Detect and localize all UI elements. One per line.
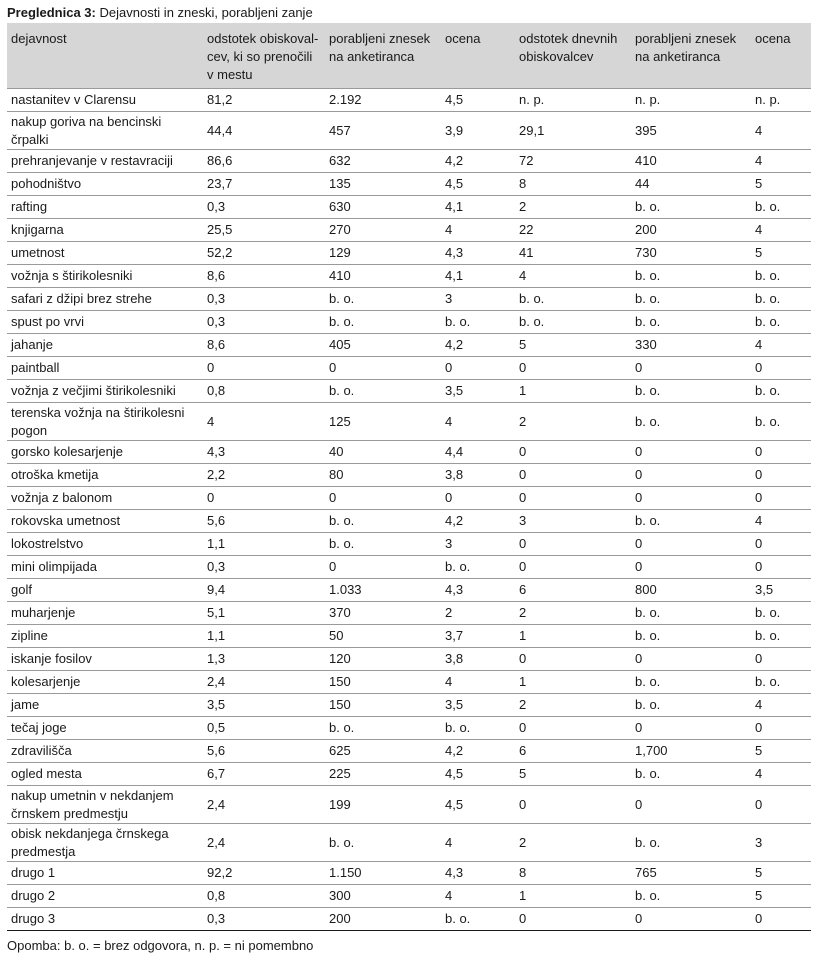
value-cell: 4,3 — [441, 862, 515, 885]
table-row — [7, 357, 811, 380]
value-cell: b. o. — [631, 824, 751, 862]
value-cell: b. o. — [751, 288, 811, 311]
activity-cell: drugo 3 — [7, 908, 203, 931]
value-cell: b. o. — [325, 717, 441, 740]
table-caption — [7, 3, 811, 23]
value-cell: 0 — [631, 441, 751, 464]
value-cell: 135 — [325, 173, 441, 196]
value-cell: 8 — [515, 173, 631, 196]
activity-cell: iskanje fosilov — [7, 648, 203, 671]
value-cell: 1,3 — [203, 648, 325, 671]
value-cell: 0 — [631, 717, 751, 740]
value-cell: 44 — [631, 173, 751, 196]
value-cell: 2 — [515, 196, 631, 219]
value-cell: 4 — [515, 265, 631, 288]
table-row — [7, 786, 811, 824]
value-cell: 0,8 — [203, 885, 325, 908]
table-row — [7, 533, 811, 556]
activity-cell: rokovska umetnost — [7, 510, 203, 533]
value-cell: 86,6 — [203, 150, 325, 173]
value-cell: 22 — [515, 219, 631, 242]
value-cell: 0 — [515, 908, 631, 931]
table-row — [7, 242, 811, 265]
value-cell: 0 — [631, 464, 751, 487]
value-cell: 0 — [751, 717, 811, 740]
activity-cell: lokostrelstvo — [7, 533, 203, 556]
value-cell: b. o. — [515, 311, 631, 334]
table-row — [7, 602, 811, 625]
value-cell: 29,1 — [515, 112, 631, 150]
activity-cell: golf — [7, 579, 203, 602]
value-cell: 395 — [631, 112, 751, 150]
value-cell: 5 — [751, 885, 811, 908]
table-footnote: Opomba: b. o. = brez odgovora, n. p. = ni pomembno — [7, 938, 314, 953]
activity-cell: zipline — [7, 625, 203, 648]
value-cell: 5,6 — [203, 740, 325, 763]
activity-cell: jame — [7, 694, 203, 717]
value-cell: 5,6 — [203, 510, 325, 533]
table-row — [7, 671, 811, 694]
column-header-overnight-share: odstotek obiskoval-cev, ki so prenočili v mestu — [203, 23, 325, 89]
value-cell: 3,5 — [203, 694, 325, 717]
value-cell: 25,5 — [203, 219, 325, 242]
value-cell: b. o. — [631, 288, 751, 311]
value-cell: b. o. — [631, 510, 751, 533]
table-row — [7, 173, 811, 196]
table-row — [7, 219, 811, 242]
value-cell: 0 — [631, 556, 751, 579]
table-row — [7, 556, 811, 579]
value-cell: b. o. — [631, 625, 751, 648]
value-cell: 4,3 — [203, 441, 325, 464]
value-cell: b. o. — [751, 380, 811, 403]
value-cell: b. o. — [631, 694, 751, 717]
table-header — [7, 23, 811, 89]
table-row — [7, 763, 811, 786]
value-cell: 8,6 — [203, 334, 325, 357]
value-cell: 1 — [515, 885, 631, 908]
value-cell: 0 — [325, 357, 441, 380]
value-cell: b. o. — [631, 311, 751, 334]
activity-cell: drugo 1 — [7, 862, 203, 885]
value-cell: 0 — [751, 908, 811, 931]
table-row — [7, 288, 811, 311]
table-row — [7, 380, 811, 403]
value-cell: 0,3 — [203, 908, 325, 931]
value-cell: b. o. — [751, 265, 811, 288]
value-cell: 4,5 — [441, 763, 515, 786]
value-cell: b. o. — [631, 763, 751, 786]
value-cell: 50 — [325, 625, 441, 648]
value-cell: 4,4 — [441, 441, 515, 464]
value-cell: 150 — [325, 694, 441, 717]
value-cell: 0 — [515, 441, 631, 464]
table-row — [7, 885, 811, 908]
activity-cell: vožnja s štirikolesniki — [7, 265, 203, 288]
value-cell: b. o. — [631, 671, 751, 694]
value-cell: 5 — [515, 763, 631, 786]
activity-cell: muharjenje — [7, 602, 203, 625]
table-row — [7, 334, 811, 357]
value-cell: 3 — [441, 288, 515, 311]
value-cell: 3,8 — [441, 648, 515, 671]
table-figure — [7, 3, 811, 954]
table-row — [7, 487, 811, 510]
table-row — [7, 862, 811, 885]
value-cell: b. o. — [751, 625, 811, 648]
value-cell: 4,5 — [441, 173, 515, 196]
value-cell: 0 — [515, 556, 631, 579]
activity-cell: obisk nekdanjega črnskega predmestja — [7, 824, 203, 862]
value-cell: 52,2 — [203, 242, 325, 265]
value-cell: 2,4 — [203, 671, 325, 694]
value-cell: 5 — [751, 173, 811, 196]
value-cell: 0 — [751, 648, 811, 671]
value-cell: 225 — [325, 763, 441, 786]
value-cell: 4,3 — [441, 242, 515, 265]
value-cell: 1,1 — [203, 533, 325, 556]
value-cell: 730 — [631, 242, 751, 265]
value-cell: 1,1 — [203, 625, 325, 648]
value-cell: 199 — [325, 786, 441, 824]
value-cell: b. o. — [325, 380, 441, 403]
value-cell: 1 — [515, 625, 631, 648]
value-cell: b. o. — [751, 403, 811, 441]
value-cell: 4,3 — [441, 579, 515, 602]
value-cell: 0 — [631, 786, 751, 824]
column-header-overnight-rating: ocena — [441, 23, 515, 89]
value-cell: 2,4 — [203, 824, 325, 862]
value-cell: 9,4 — [203, 579, 325, 602]
value-cell: 0 — [751, 357, 811, 380]
value-cell: 80 — [325, 464, 441, 487]
table-row — [7, 717, 811, 740]
column-header-day-rating: ocena — [751, 23, 811, 89]
table-row — [7, 441, 811, 464]
value-cell: 0 — [515, 786, 631, 824]
value-cell: 1 — [515, 380, 631, 403]
value-cell: 1.150 — [325, 862, 441, 885]
activity-cell: terenska vožnja na štirikolesni pogon — [7, 403, 203, 441]
value-cell: 5 — [751, 740, 811, 763]
value-cell: 3,8 — [441, 464, 515, 487]
value-cell: 3,5 — [751, 579, 811, 602]
value-cell: 300 — [325, 885, 441, 908]
activity-cell: knjigarna — [7, 219, 203, 242]
value-cell: 270 — [325, 219, 441, 242]
activities-table — [7, 23, 811, 931]
value-cell: 3,9 — [441, 112, 515, 150]
table-row — [7, 908, 811, 931]
value-cell: 3 — [751, 824, 811, 862]
value-cell: b. o. — [325, 533, 441, 556]
value-cell: 200 — [631, 219, 751, 242]
value-cell: 0,3 — [203, 288, 325, 311]
value-cell: 1,700 — [631, 740, 751, 763]
value-cell: 800 — [631, 579, 751, 602]
value-cell: 0 — [325, 556, 441, 579]
value-cell: 6,7 — [203, 763, 325, 786]
value-cell: 2,2 — [203, 464, 325, 487]
value-cell: 200 — [325, 908, 441, 931]
value-cell: 0 — [631, 357, 751, 380]
value-cell: 0,3 — [203, 196, 325, 219]
value-cell: 2 — [515, 403, 631, 441]
value-cell: 2.192 — [325, 89, 441, 112]
activity-cell: otroška kmetija — [7, 464, 203, 487]
value-cell: 0 — [751, 464, 811, 487]
table-row — [7, 112, 811, 150]
value-cell: b. o. — [751, 196, 811, 219]
value-cell: b. o. — [751, 671, 811, 694]
activity-cell: umetnost — [7, 242, 203, 265]
value-cell: 0 — [515, 487, 631, 510]
value-cell: 0 — [751, 487, 811, 510]
header-row — [7, 23, 811, 89]
value-cell: 1 — [515, 671, 631, 694]
value-cell: b. o. — [631, 380, 751, 403]
activity-cell: zdravilišča — [7, 740, 203, 763]
value-cell: 0,5 — [203, 717, 325, 740]
activity-cell: nakup goriva na bencinski črpalki — [7, 112, 203, 150]
value-cell: 5,1 — [203, 602, 325, 625]
value-cell: b. o. — [751, 602, 811, 625]
value-cell: 4 — [441, 219, 515, 242]
value-cell: 72 — [515, 150, 631, 173]
value-cell: 0 — [631, 648, 751, 671]
value-cell: 4 — [441, 824, 515, 862]
value-cell: 0 — [631, 908, 751, 931]
value-cell: 8 — [515, 862, 631, 885]
value-cell: 4,5 — [441, 89, 515, 112]
value-cell: 3,7 — [441, 625, 515, 648]
value-cell: 41 — [515, 242, 631, 265]
value-cell: n. p. — [515, 89, 631, 112]
activity-cell: ogled mesta — [7, 763, 203, 786]
value-cell: 405 — [325, 334, 441, 357]
activity-cell: spust po vrvi — [7, 311, 203, 334]
value-cell: 4 — [751, 763, 811, 786]
activity-cell: jahanje — [7, 334, 203, 357]
value-cell: 0 — [751, 786, 811, 824]
value-cell: b. o. — [441, 908, 515, 931]
table-row — [7, 89, 811, 112]
table-row — [7, 403, 811, 441]
activity-cell: pohodništvo — [7, 173, 203, 196]
value-cell: 40 — [325, 441, 441, 464]
value-cell: 4 — [441, 885, 515, 908]
value-cell: 4 — [751, 219, 811, 242]
column-header-day-share: odstotek dnevnih obiskovalcev — [515, 23, 631, 89]
value-cell: b. o. — [631, 196, 751, 219]
value-cell: 410 — [631, 150, 751, 173]
value-cell: 0 — [515, 648, 631, 671]
value-cell: 0 — [631, 487, 751, 510]
activity-cell: vožnja z večjimi štirikolesniki — [7, 380, 203, 403]
value-cell: b. o. — [441, 556, 515, 579]
value-cell: 0 — [441, 487, 515, 510]
value-cell: 0 — [203, 487, 325, 510]
value-cell: 4 — [751, 510, 811, 533]
value-cell: 765 — [631, 862, 751, 885]
value-cell: 8,6 — [203, 265, 325, 288]
value-cell: b. o. — [631, 265, 751, 288]
value-cell: b. o. — [441, 311, 515, 334]
value-cell: 125 — [325, 403, 441, 441]
activity-cell: vožnja z balonom — [7, 487, 203, 510]
value-cell: 4 — [441, 671, 515, 694]
value-cell: 120 — [325, 648, 441, 671]
table-row — [7, 579, 811, 602]
value-cell: 0 — [751, 533, 811, 556]
value-cell: 2 — [515, 694, 631, 717]
table-row — [7, 648, 811, 671]
value-cell: 4 — [751, 150, 811, 173]
value-cell: 2 — [441, 602, 515, 625]
value-cell: b. o. — [325, 288, 441, 311]
value-cell: 0 — [441, 357, 515, 380]
value-cell: 4 — [203, 403, 325, 441]
value-cell: 3,5 — [441, 380, 515, 403]
table-body — [7, 89, 811, 931]
value-cell: 0,3 — [203, 556, 325, 579]
table-row — [7, 625, 811, 648]
value-cell: 330 — [631, 334, 751, 357]
value-cell: 0 — [515, 464, 631, 487]
value-cell: 3 — [515, 510, 631, 533]
table-row — [7, 311, 811, 334]
value-cell: 0 — [515, 357, 631, 380]
value-cell: 2 — [515, 602, 631, 625]
column-header-day-spend: porabljeni znesek na anketiranca — [631, 23, 751, 89]
table-row — [7, 150, 811, 173]
value-cell: 0 — [203, 357, 325, 380]
activity-cell: gorsko kolesarjenje — [7, 441, 203, 464]
value-cell: 6 — [515, 579, 631, 602]
value-cell: 457 — [325, 112, 441, 150]
value-cell: 4 — [751, 694, 811, 717]
value-cell: 2 — [515, 824, 631, 862]
value-cell: 5 — [515, 334, 631, 357]
value-cell: 3,5 — [441, 694, 515, 717]
column-header-activity: dejavnost — [7, 23, 203, 89]
activity-cell: drugo 2 — [7, 885, 203, 908]
value-cell: b. o. — [631, 885, 751, 908]
value-cell: n. p. — [631, 89, 751, 112]
activity-cell: nakup umetnin v nekdanjem črnskem predmestju — [7, 786, 203, 824]
value-cell: 410 — [325, 265, 441, 288]
activity-cell: rafting — [7, 196, 203, 219]
value-cell: 0 — [325, 487, 441, 510]
value-cell: 0 — [515, 717, 631, 740]
value-cell: 4,1 — [441, 265, 515, 288]
table-row — [7, 510, 811, 533]
value-cell: 3 — [441, 533, 515, 556]
value-cell: b. o. — [441, 717, 515, 740]
value-cell: 4 — [751, 112, 811, 150]
value-cell: 0 — [515, 533, 631, 556]
activity-cell: safari z džipi brez strehe — [7, 288, 203, 311]
value-cell: 0 — [751, 441, 811, 464]
value-cell: 5 — [751, 242, 811, 265]
column-header-overnight-spend: porabljeni znesek na anketiranca — [325, 23, 441, 89]
table-row — [7, 740, 811, 763]
value-cell: 370 — [325, 602, 441, 625]
value-cell: 81,2 — [203, 89, 325, 112]
table-row — [7, 464, 811, 487]
value-cell: 4,5 — [441, 786, 515, 824]
activity-cell: mini olimpijada — [7, 556, 203, 579]
value-cell: b. o. — [631, 403, 751, 441]
value-cell: 0,8 — [203, 380, 325, 403]
value-cell: 92,2 — [203, 862, 325, 885]
table-row — [7, 824, 811, 862]
value-cell: b. o. — [631, 602, 751, 625]
value-cell: 630 — [325, 196, 441, 219]
value-cell: 150 — [325, 671, 441, 694]
value-cell: 4,2 — [441, 334, 515, 357]
table-row — [7, 265, 811, 288]
activity-cell: prehranjevanje v restavraciji — [7, 150, 203, 173]
value-cell: 0,3 — [203, 311, 325, 334]
value-cell: 4 — [441, 403, 515, 441]
activity-cell: paintball — [7, 357, 203, 380]
value-cell: 2,4 — [203, 786, 325, 824]
value-cell: b. o. — [751, 311, 811, 334]
activity-cell: kolesarjenje — [7, 671, 203, 694]
value-cell: 4,2 — [441, 510, 515, 533]
value-cell: 4,2 — [441, 150, 515, 173]
value-cell: b. o. — [515, 288, 631, 311]
value-cell: b. o. — [325, 824, 441, 862]
value-cell: b. o. — [325, 311, 441, 334]
value-cell: 0 — [631, 533, 751, 556]
value-cell: 0 — [751, 556, 811, 579]
table-row — [7, 694, 811, 717]
value-cell: 23,7 — [203, 173, 325, 196]
value-cell: 5 — [751, 862, 811, 885]
value-cell: 4,1 — [441, 196, 515, 219]
value-cell: 4,2 — [441, 740, 515, 763]
caption-text: Dejavnosti in zneski, porabljeni zanje — [99, 5, 313, 20]
table-row — [7, 196, 811, 219]
value-cell: 1.033 — [325, 579, 441, 602]
value-cell: 129 — [325, 242, 441, 265]
value-cell: 6 — [515, 740, 631, 763]
value-cell: 44,4 — [203, 112, 325, 150]
caption-label: Preglednica 3: — [7, 5, 96, 20]
value-cell: n. p. — [751, 89, 811, 112]
value-cell: 632 — [325, 150, 441, 173]
activity-cell: tečaj joge — [7, 717, 203, 740]
activity-cell: nastanitev v Clarensu — [7, 89, 203, 112]
value-cell: 4 — [751, 334, 811, 357]
value-cell: b. o. — [325, 510, 441, 533]
value-cell: 625 — [325, 740, 441, 763]
